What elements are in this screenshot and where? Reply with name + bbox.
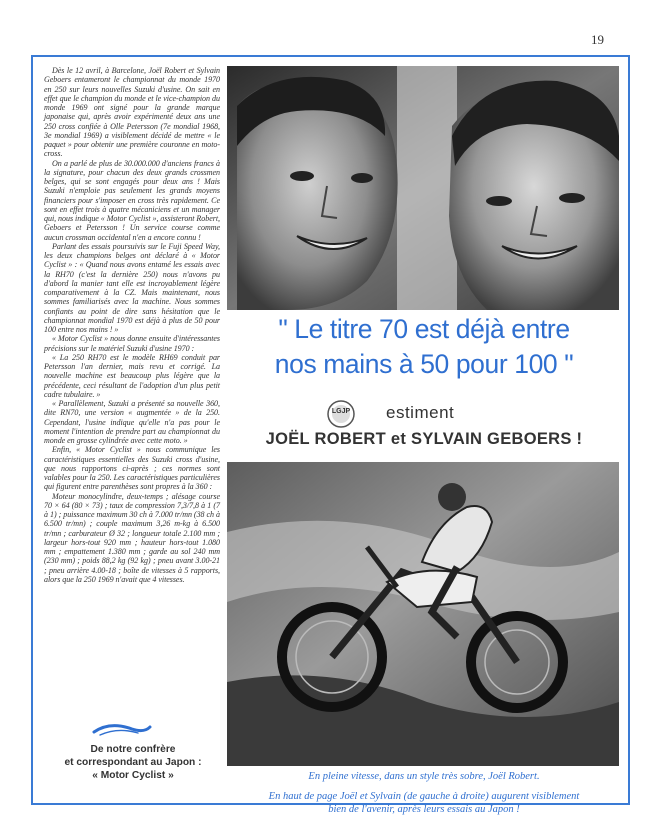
credit-line: « Motor Cyclist » <box>92 769 174 781</box>
caption-portrait <box>228 791 620 816</box>
article-paragraph: Moteur monocylindre, deux-temps ; alésage course 70 × 64 (80 × 73) ; taux de compression 7,3/7,8 à 1 (7 à 1) ; puissance maximum 30 ch à 7.000 tr/mn (38 ch à 6.500 tr/mn) ; couple maximum 3,26 m-kg à 6.500 tr/mn ; carburateur Ø 32 ; longueur totale 2.100 mm ; largeur hors-tout 920 mm ; hauteur hors-tout 1.080 mm ; empattement 1.380 mm ; garde au sol 240 mm (230 mm) ; poids 88,2 kg (92 kg) ; pneu avant 3.00-21 ; pneu arrière 4.00-18 ; boîte de vitesses à 5 rapports, alors que la 250 1969 n'avait que 4 vitesses. <box>44 491 220 584</box>
headline-line: nos mains à 50 pour 100 " <box>274 349 574 379</box>
caption-moto: En pleine vitesse, dans un style très sobre, Joël Robert. <box>308 771 540 782</box>
article-paragraph: Enfin, « Motor Cyclist » nous communique les caractéristiques essentielles des Suzuki cross d'usine, que nous rapportons ci-après ; ces normes sont valables pour la 250. Les caractéristiques particulières qui figurent entre parenthèses sont propres à la 360 : <box>44 445 220 492</box>
credit-line: et correspondant au Japon : <box>64 756 202 768</box>
motocross-action-image <box>227 462 619 766</box>
caption-line: bien de l'avenir, après leurs essais au Japon ! <box>328 803 520 815</box>
estiment-text: estiment <box>386 403 455 422</box>
caption-line: En haut de page Joël et Sylvain (de gauche à droite) augurent visiblement <box>268 791 580 802</box>
ornament-icon <box>92 723 152 737</box>
article-body <box>44 66 220 584</box>
headline <box>228 312 620 382</box>
article-paragraph: « Motor Cyclist » nous donne ensuite d'intéressantes précisions sur le matériel Suzuki d'usine 1970 : <box>44 334 220 353</box>
article-paragraph: Dès le 12 avril, à Barcelone, Joël Robert et Sylvain Geboers entameront le championnat du monde 1970 en 250 sur leurs nouvelles Suzuki d'usine. On sait en effet que le champion du monde et le vice-champion du monde 1969 ont signé pour la grande marque japonaise qui, après avoir expérimenté deux ans une 250 cross confiée à Olle Petersson (7e mondial 1968, 3e mondial 1969) a visiblement décidé de mettre « le paquet » pour obtenir une première couronne en moto-cross. <box>44 66 220 159</box>
article-paragraph: « Parallèlement, Suzuki a présenté sa nouvelle 360, dite RN70, une version « augmentée » de la 250. Cependant, l'usine indique qu'elle n'a pas pour le moment l'intention de prendre part au championnat du monde en grosse cylindrée avec cette moto. » <box>44 399 220 445</box>
credit-block <box>40 744 226 782</box>
article-paragraph: « La 250 RH70 est le modèle RH69 conduit par Petersson l'an dernier, mais revu et corrigé. La nouvelle machine est beaucoup plus légère que la précédente, ceci résultant de l'adoption d'un plus petit cadre tubulaire. » <box>44 352 220 399</box>
motocross-action-photo <box>227 462 619 766</box>
lgjp-logo <box>323 400 359 428</box>
riders-portrait-image <box>227 66 619 310</box>
riders-names: JOËL ROBERT et SYLVAIN GEBOERS ! <box>265 430 583 448</box>
article-paragraph: On a parlé de plus de 30.000.000 d'anciens francs à la signature, pour chacun des deux grands crossmen belges, qui se sont engagés pour deux ans ! Mais Suzuki n'emploie pas seulement les grands moyens financiers pour s'imposer en cross très rapidement. Ce sont en effet trois à quatre mécaniciens et un manager qui, nous indique « Motor Cyclist », assisteront Robert, Geboers et Petersson ! Un service course comme aucun crossman occidental n'en a encore connu ! <box>44 158 220 242</box>
riders-portrait-photo <box>227 66 619 310</box>
article-column <box>44 66 220 584</box>
credit-line: De notre confrère <box>90 744 176 755</box>
svg-text:LGJP: LGJP <box>331 408 351 415</box>
article-paragraph: Parlant des essais poursuivis sur le Fuji Speed Way, les deux champions belges ont déclaré à « Motor Cyclist » : « Quand nous avons entamé les essais avec la RH70 (c'est la dernière 250) nous n'avons pu d'abord la manier tant elle est incroyablement légère comparativement à la CZ. Mais maintenant, nous sommes familiarisés avec la machine. Nous sommes confiants au point de dire sans hésitation que le championnat mondial 1970 est déjà à plus de 50 pour 100 entre nos mains ! » <box>44 241 220 334</box>
headline-line: " Le titre 70 est déjà entre <box>278 314 570 344</box>
page-number: 19 <box>591 32 604 47</box>
